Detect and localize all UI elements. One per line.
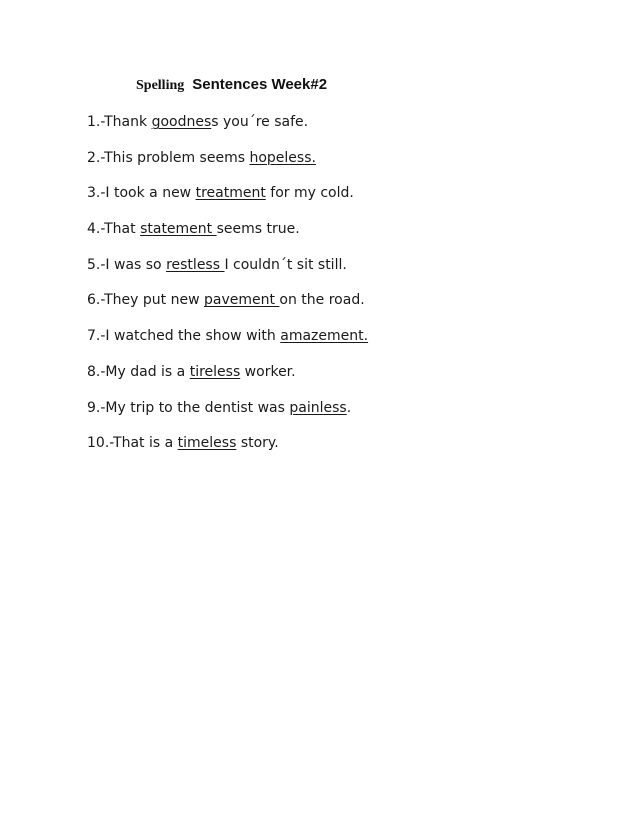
spelling-word: treatment bbox=[195, 185, 266, 202]
sentence-text: worker. bbox=[240, 363, 296, 380]
sentence-text: for my cold. bbox=[265, 185, 354, 202]
sentence-text: 8.-My dad is a bbox=[87, 363, 190, 380]
spelling-word: restless bbox=[166, 256, 225, 273]
spelling-word: amazement. bbox=[280, 328, 369, 345]
spelling-word: statement bbox=[140, 221, 217, 238]
sentence-4 bbox=[87, 220, 368, 238]
sentence-text: 4.-That bbox=[87, 221, 141, 238]
spelling-word: pavement bbox=[203, 292, 280, 309]
sentence-7 bbox=[87, 327, 368, 345]
spelling-word: hopeless. bbox=[249, 149, 316, 166]
sentence-list bbox=[87, 113, 368, 470]
title-spelling: Spelling bbox=[136, 78, 185, 93]
page-title bbox=[136, 76, 327, 94]
spelling-word: tireless bbox=[189, 363, 241, 380]
sentence-3 bbox=[87, 184, 368, 202]
sentence-text: 7.-I watched the show with bbox=[87, 328, 281, 345]
sentence-text: 10.-That is a bbox=[87, 435, 178, 452]
sentence-8 bbox=[87, 363, 368, 381]
sentence-text: s you´re safe. bbox=[211, 114, 309, 130]
sentence-text: seems true. bbox=[216, 221, 300, 238]
sentence-10 bbox=[87, 434, 368, 452]
sentence-9 bbox=[87, 399, 368, 417]
sentence-6 bbox=[87, 291, 368, 309]
sentence-text: story. bbox=[236, 435, 279, 452]
sentence-text: 5.-I was so bbox=[87, 256, 167, 273]
spelling-word: goodnes bbox=[151, 114, 212, 130]
sentence-1 bbox=[87, 113, 368, 131]
title-week: Sentences Week#2 bbox=[192, 76, 328, 93]
sentence-text: 6.-They put new bbox=[87, 292, 204, 309]
spelling-word: timeless bbox=[177, 435, 237, 452]
sentence-text: on the road. bbox=[279, 292, 365, 309]
sentence-text: 3.-I took a new bbox=[87, 185, 196, 202]
spelling-word: painless bbox=[289, 399, 347, 416]
sentence-2 bbox=[87, 149, 368, 167]
sentence-text: 2.-This problem seems bbox=[87, 149, 250, 166]
sentence-text: 1.-Thank bbox=[87, 114, 152, 130]
sentence-text: . bbox=[346, 399, 352, 416]
sentence-5 bbox=[87, 256, 368, 274]
sentence-text: 9.-My trip to the dentist was bbox=[87, 399, 290, 416]
sentence-text: I couldn´t sit still. bbox=[224, 256, 347, 273]
